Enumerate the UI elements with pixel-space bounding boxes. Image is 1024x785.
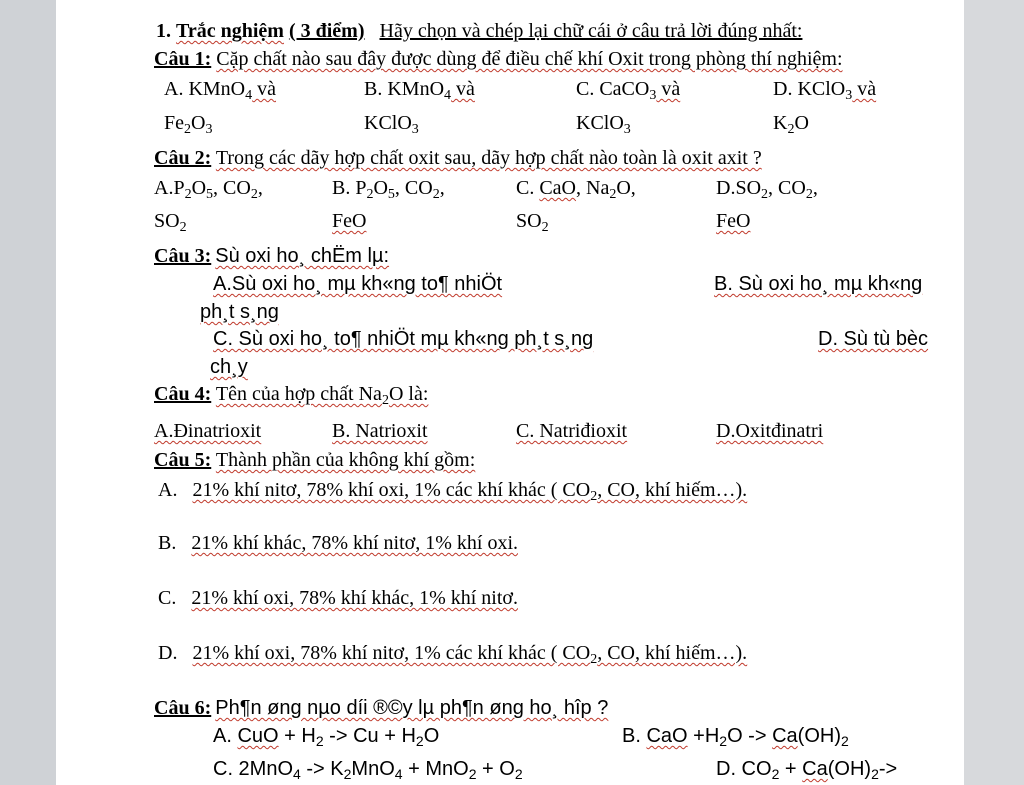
section-header [156, 20, 802, 43]
option-text: , CO, khí hiếm…). [597, 479, 748, 501]
option-text: (OH) [797, 725, 841, 747]
subscript: 2 [541, 220, 549, 236]
section-title: Trắc nghiệm [176, 20, 284, 42]
option-text: (OH) [827, 758, 872, 780]
q2-option-c-line2 [516, 210, 549, 236]
option-text: C. CaCO [576, 78, 650, 100]
option-text: , [812, 177, 818, 199]
subscript: 2 [468, 766, 477, 783]
option-text: và [451, 78, 475, 100]
q2-option-d-line2 [716, 210, 750, 233]
q1-option-a-line2 [164, 112, 213, 138]
subscript: 2 [771, 766, 780, 783]
question-label: Câu 4: [154, 383, 212, 405]
q1-option-d[interactable] [773, 78, 877, 104]
option-text: Fe [164, 112, 184, 134]
option-text: , [257, 177, 263, 199]
q2-option-b-line2 [332, 210, 366, 233]
option-text: , Na [576, 177, 610, 199]
subscript: 3 [205, 122, 213, 138]
subscript: 4 [293, 766, 301, 783]
question-text: Cặp chất nào sau đây được dùng để điều chế khí Oxit trong phòng thí nghiệm: [216, 48, 843, 70]
subscript: 4 [245, 88, 253, 104]
option-text: B. [622, 725, 647, 747]
option-text: MnO [351, 758, 395, 780]
q1-option-b-line2 [364, 112, 419, 138]
option-text: A.P [154, 177, 185, 199]
subscript: 2 [184, 122, 191, 138]
q3-option-b[interactable]: B. Sù oxi ho¸ mµ kh«ng [714, 273, 923, 295]
subscript: 2 [343, 766, 352, 783]
subscript: 2 [184, 187, 192, 203]
subscript: 2 [381, 393, 389, 409]
option-text: , CO [394, 177, 433, 199]
subscript: 5 [206, 187, 214, 203]
option-letter: C. [158, 587, 177, 609]
q1-option-b[interactable] [364, 78, 475, 104]
option-text: Ca [802, 758, 828, 780]
option-text: + [779, 758, 803, 780]
subscript: 2 [250, 187, 258, 203]
q2-option-b[interactable] [332, 177, 445, 203]
q5-option-c[interactable] [158, 587, 518, 610]
option-text: 21% khí oxi, 78% khí khác, 1% khí nitơ. [191, 587, 518, 609]
option-letter: A. [158, 479, 178, 501]
question-label: Câu 6: [154, 697, 212, 719]
option-text: và [252, 78, 277, 100]
option-text: SO [516, 210, 542, 232]
option-text: C. 2MnO [213, 758, 294, 780]
question-text: Sù oxi ho¸ chËm lµ: [215, 245, 390, 267]
q3-option-a[interactable]: A.Sù oxi ho¸ mµ kh«ng to¶ nhiÖt [213, 273, 503, 295]
option-letter: B. [158, 532, 177, 554]
option-text: K [773, 112, 788, 134]
q5-option-a[interactable] [158, 479, 748, 505]
subscript: 3 [623, 122, 631, 138]
option-text: -> K [300, 758, 344, 780]
question-text: Ph¶n øng nµo díi ®©y lµ ph¶n øng ho¸ hîp ? [215, 697, 609, 719]
q3-option-c-line2: ch¸y [210, 356, 248, 378]
question-text: O là: [388, 383, 429, 405]
q1-option-c[interactable] [576, 78, 681, 104]
option-text: Ca [772, 725, 798, 747]
q4-option-d[interactable]: D.Oxitđinatri [716, 420, 824, 442]
option-text: FeO [716, 210, 751, 232]
section-points: ( 3 điểm) [288, 20, 365, 42]
subscript: 2 [514, 766, 523, 783]
question-4 [154, 383, 429, 409]
question-1 [154, 48, 843, 71]
question-label: Câu 3: [154, 245, 212, 267]
q3-option-c[interactable]: C. Sù oxi ho¸ to¶ nhiÖt mµ kh«ng ph¸t s¸ng [213, 328, 594, 350]
option-text: và [852, 78, 877, 100]
option-text: C. [516, 177, 540, 199]
q6-option-c[interactable] [213, 758, 523, 781]
q1-option-d-line2 [773, 112, 809, 138]
option-text: KClO [576, 112, 624, 134]
option-text: , CO [213, 177, 251, 199]
option-text: -> [878, 758, 898, 780]
option-text: A. [213, 725, 238, 747]
option-text: , CO [768, 177, 806, 199]
option-letter: D. [158, 642, 178, 664]
option-text: +H [687, 725, 720, 747]
q5-option-d[interactable] [158, 642, 748, 668]
option-text: -> Cu + H [323, 725, 416, 747]
q4-option-c[interactable]: C. Natriđioxit [516, 420, 628, 442]
q2-option-a-line2 [154, 210, 187, 236]
subscript: 2 [761, 187, 769, 203]
subscript: 2 [719, 733, 728, 750]
option-text: KClO [364, 112, 412, 134]
question-3 [154, 245, 389, 268]
subscript: 4 [444, 88, 452, 104]
option-text: O [794, 112, 809, 134]
q1-option-c-line2 [576, 112, 631, 138]
question-6 [154, 697, 608, 720]
q2-option-a[interactable] [154, 177, 263, 203]
subscript: 2 [590, 489, 598, 505]
option-text: O, [616, 177, 636, 199]
question-2 [154, 147, 762, 170]
subscript: 3 [845, 88, 853, 104]
section-instruction: Hãy chọn và chép lại chữ cái ở câu trả lời đúng nhất: [379, 20, 803, 42]
q3-option-a-line2: ph¸t s¸ng [200, 301, 279, 323]
option-text: B. P [332, 177, 367, 199]
q6-option-b[interactable] [622, 725, 849, 748]
option-text: O -> [727, 725, 773, 747]
window-margin [964, 0, 1024, 785]
q1-option-a[interactable] [164, 78, 277, 104]
q4-option-a[interactable]: A.Đinatrioxit [154, 420, 262, 442]
option-text: CuO [237, 725, 279, 747]
option-text: 21% khí khác, 78% khí nitơ, 1% khí oxi. [191, 532, 518, 554]
question-text: Tên của hợp chất Na [215, 383, 382, 405]
subscript: 3 [649, 88, 657, 104]
subscript: 2 [179, 220, 187, 236]
option-text: + MnO [402, 758, 469, 780]
question-label: Câu 2: [154, 147, 212, 169]
option-text: + H [278, 725, 316, 747]
option-text: O [423, 725, 440, 747]
subscript: 2 [609, 187, 617, 203]
option-text: O [373, 177, 388, 199]
q2-option-c[interactable] [516, 177, 636, 203]
q2-option-d[interactable] [716, 177, 818, 203]
option-text: , CO, khí hiếm…). [597, 642, 748, 664]
option-text: D.SO [716, 177, 762, 199]
question-text: Trong các dãy hợp chất oxit sau, dãy hợp chất nào toàn là oxit axit ? [215, 147, 762, 169]
subscript: 5 [387, 187, 395, 203]
subscript: 3 [411, 122, 419, 138]
q6-option-a[interactable] [213, 725, 439, 748]
subscript: 2 [315, 733, 324, 750]
option-text: D. CO [716, 758, 772, 780]
question-label: Câu 5: [154, 449, 212, 471]
q3-option-d[interactable]: D. Sù tù bèc [818, 328, 929, 350]
option-text: B. KMnO [364, 78, 445, 100]
subscript: 2 [871, 766, 879, 783]
subscript: 2 [432, 187, 440, 203]
q4-option-b[interactable]: B. Natrioxit [332, 420, 428, 442]
option-text: SO [154, 210, 180, 232]
option-text: FeO [332, 210, 367, 232]
question-5 [154, 449, 475, 472]
q6-option-d[interactable] [716, 758, 897, 781]
subscript: 4 [394, 766, 403, 783]
option-text: O [191, 112, 206, 134]
option-text: A. KMnO [164, 78, 246, 100]
option-text: + O [476, 758, 515, 780]
subscript: 2 [840, 733, 849, 750]
subscript: 2 [590, 652, 598, 668]
option-text: 21% khí nitơ, 78% khí oxi, 1% các khí khác ( CO [192, 479, 591, 501]
option-text: D. KClO [773, 78, 846, 100]
option-text: CaO [646, 725, 688, 747]
question-text: Thành phần của không khí gồm: [215, 449, 476, 471]
section-number: 1. [156, 20, 171, 42]
q5-option-b[interactable] [158, 532, 518, 555]
subscript: 2 [415, 733, 424, 750]
document-page [56, 0, 964, 785]
option-text: 21% khí oxi, 78% khí nitơ, 1% các khí khác ( CO [192, 642, 591, 664]
option-text: O [191, 177, 207, 199]
question-label: Câu 1: [154, 48, 212, 70]
option-text: CaO [539, 177, 577, 199]
subscript: 2 [805, 187, 813, 203]
subscript: 2 [787, 122, 795, 138]
option-text: và [656, 78, 681, 100]
subscript: 2 [366, 187, 374, 203]
option-text: , [439, 177, 445, 199]
